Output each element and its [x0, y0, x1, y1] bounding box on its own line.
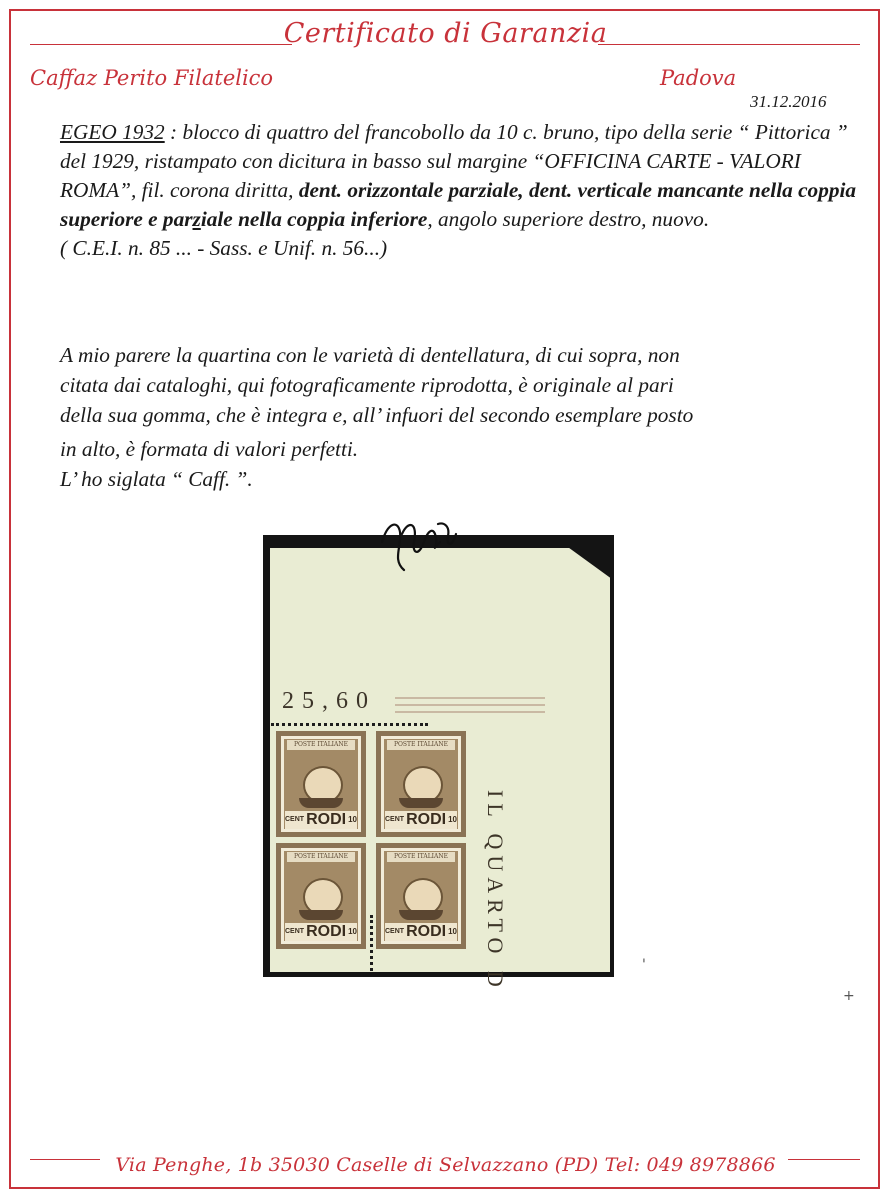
stamp-name: CENT RODI 10: [285, 923, 357, 940]
issue-reference: EGEO 1932: [60, 120, 165, 144]
margin-number: 25,60: [282, 688, 376, 714]
stamp-bottom-right: [376, 843, 466, 949]
opinion-line: L’ ho siglata “ Caff. ”.: [60, 467, 253, 491]
stamp-description: [60, 118, 860, 263]
opinion-line: A mio parere la quartina con le varietà di dentellatura, di cui sopra, non: [60, 343, 680, 367]
stamp-name: CENT RODI 10: [385, 923, 457, 940]
margin-wave: [395, 704, 545, 706]
opinion-line: in alto, è formata di valori perfetti.: [60, 437, 359, 461]
description-tail: , angolo superiore destro, nuovo.: [427, 207, 710, 231]
footer-address: Via Penghe, 1b 35030 Caselle di Selvazzano (PD) Tel: 049 8978866: [115, 1154, 776, 1176]
paper-mark: +: [843, 988, 855, 1004]
expert-signature: [378, 512, 458, 574]
stamp-header: POSTE ITALIANE: [287, 852, 355, 862]
opinion-line: citata dai cataloghi, qui fotograficamente riprodotta, è originale al pari: [60, 373, 674, 397]
certificate-date: 31.12.2016: [750, 92, 827, 111]
perforation-row: [271, 723, 428, 726]
description-text: : blocco di quattro del francobollo da 10 c. bruno, tipo della serie “ Pittorica ” del 1929, ristampato con dicitura in basso sul margine “OFFICINA CARTE - VALORI ROMA”, fil. corona diritta,: [60, 120, 848, 202]
expert-opinion: [60, 340, 860, 494]
stamp-header: POSTE ITALIANE: [387, 740, 455, 750]
perforation-column: [370, 915, 373, 971]
stamp-header: POSTE ITALIANE: [387, 852, 455, 862]
opinion-line: della sua gomma, che è integra e, all’ infuori del secondo esemplare posto: [60, 403, 694, 427]
stamp-bottom-left: [276, 843, 366, 949]
perforation-variety-end: iale nella coppia inferiore: [200, 207, 428, 231]
stamp-name: CENT RODI 10: [385, 811, 457, 828]
certificate-title: Certificato di Garanzia: [283, 18, 608, 49]
city: Padova: [660, 66, 737, 90]
perforation-variety-z: z: [192, 207, 201, 231]
stamp-name: CENT RODI 10: [285, 811, 357, 828]
perforation-variety: dent. orizzontale parziale, dent. verticale mancante nella coppia superiore e par: [60, 178, 857, 231]
paper-mark: ': [642, 957, 646, 973]
stamp-top-left: [276, 731, 366, 837]
stamp-header: POSTE ITALIANE: [287, 740, 355, 750]
catalogue-reference: ( C.E.I. n. 85 ... - Sass. e Unif. n. 56...): [60, 236, 388, 260]
stamp-top-right: [376, 731, 466, 837]
title-wrap: [0, 18, 891, 49]
margin-wave: [395, 697, 545, 699]
margin-imprint: IL QUARTO D: [483, 790, 508, 993]
margin-wave: [395, 711, 545, 713]
expert-name: Caffaz Perito Filatelico: [30, 66, 274, 90]
